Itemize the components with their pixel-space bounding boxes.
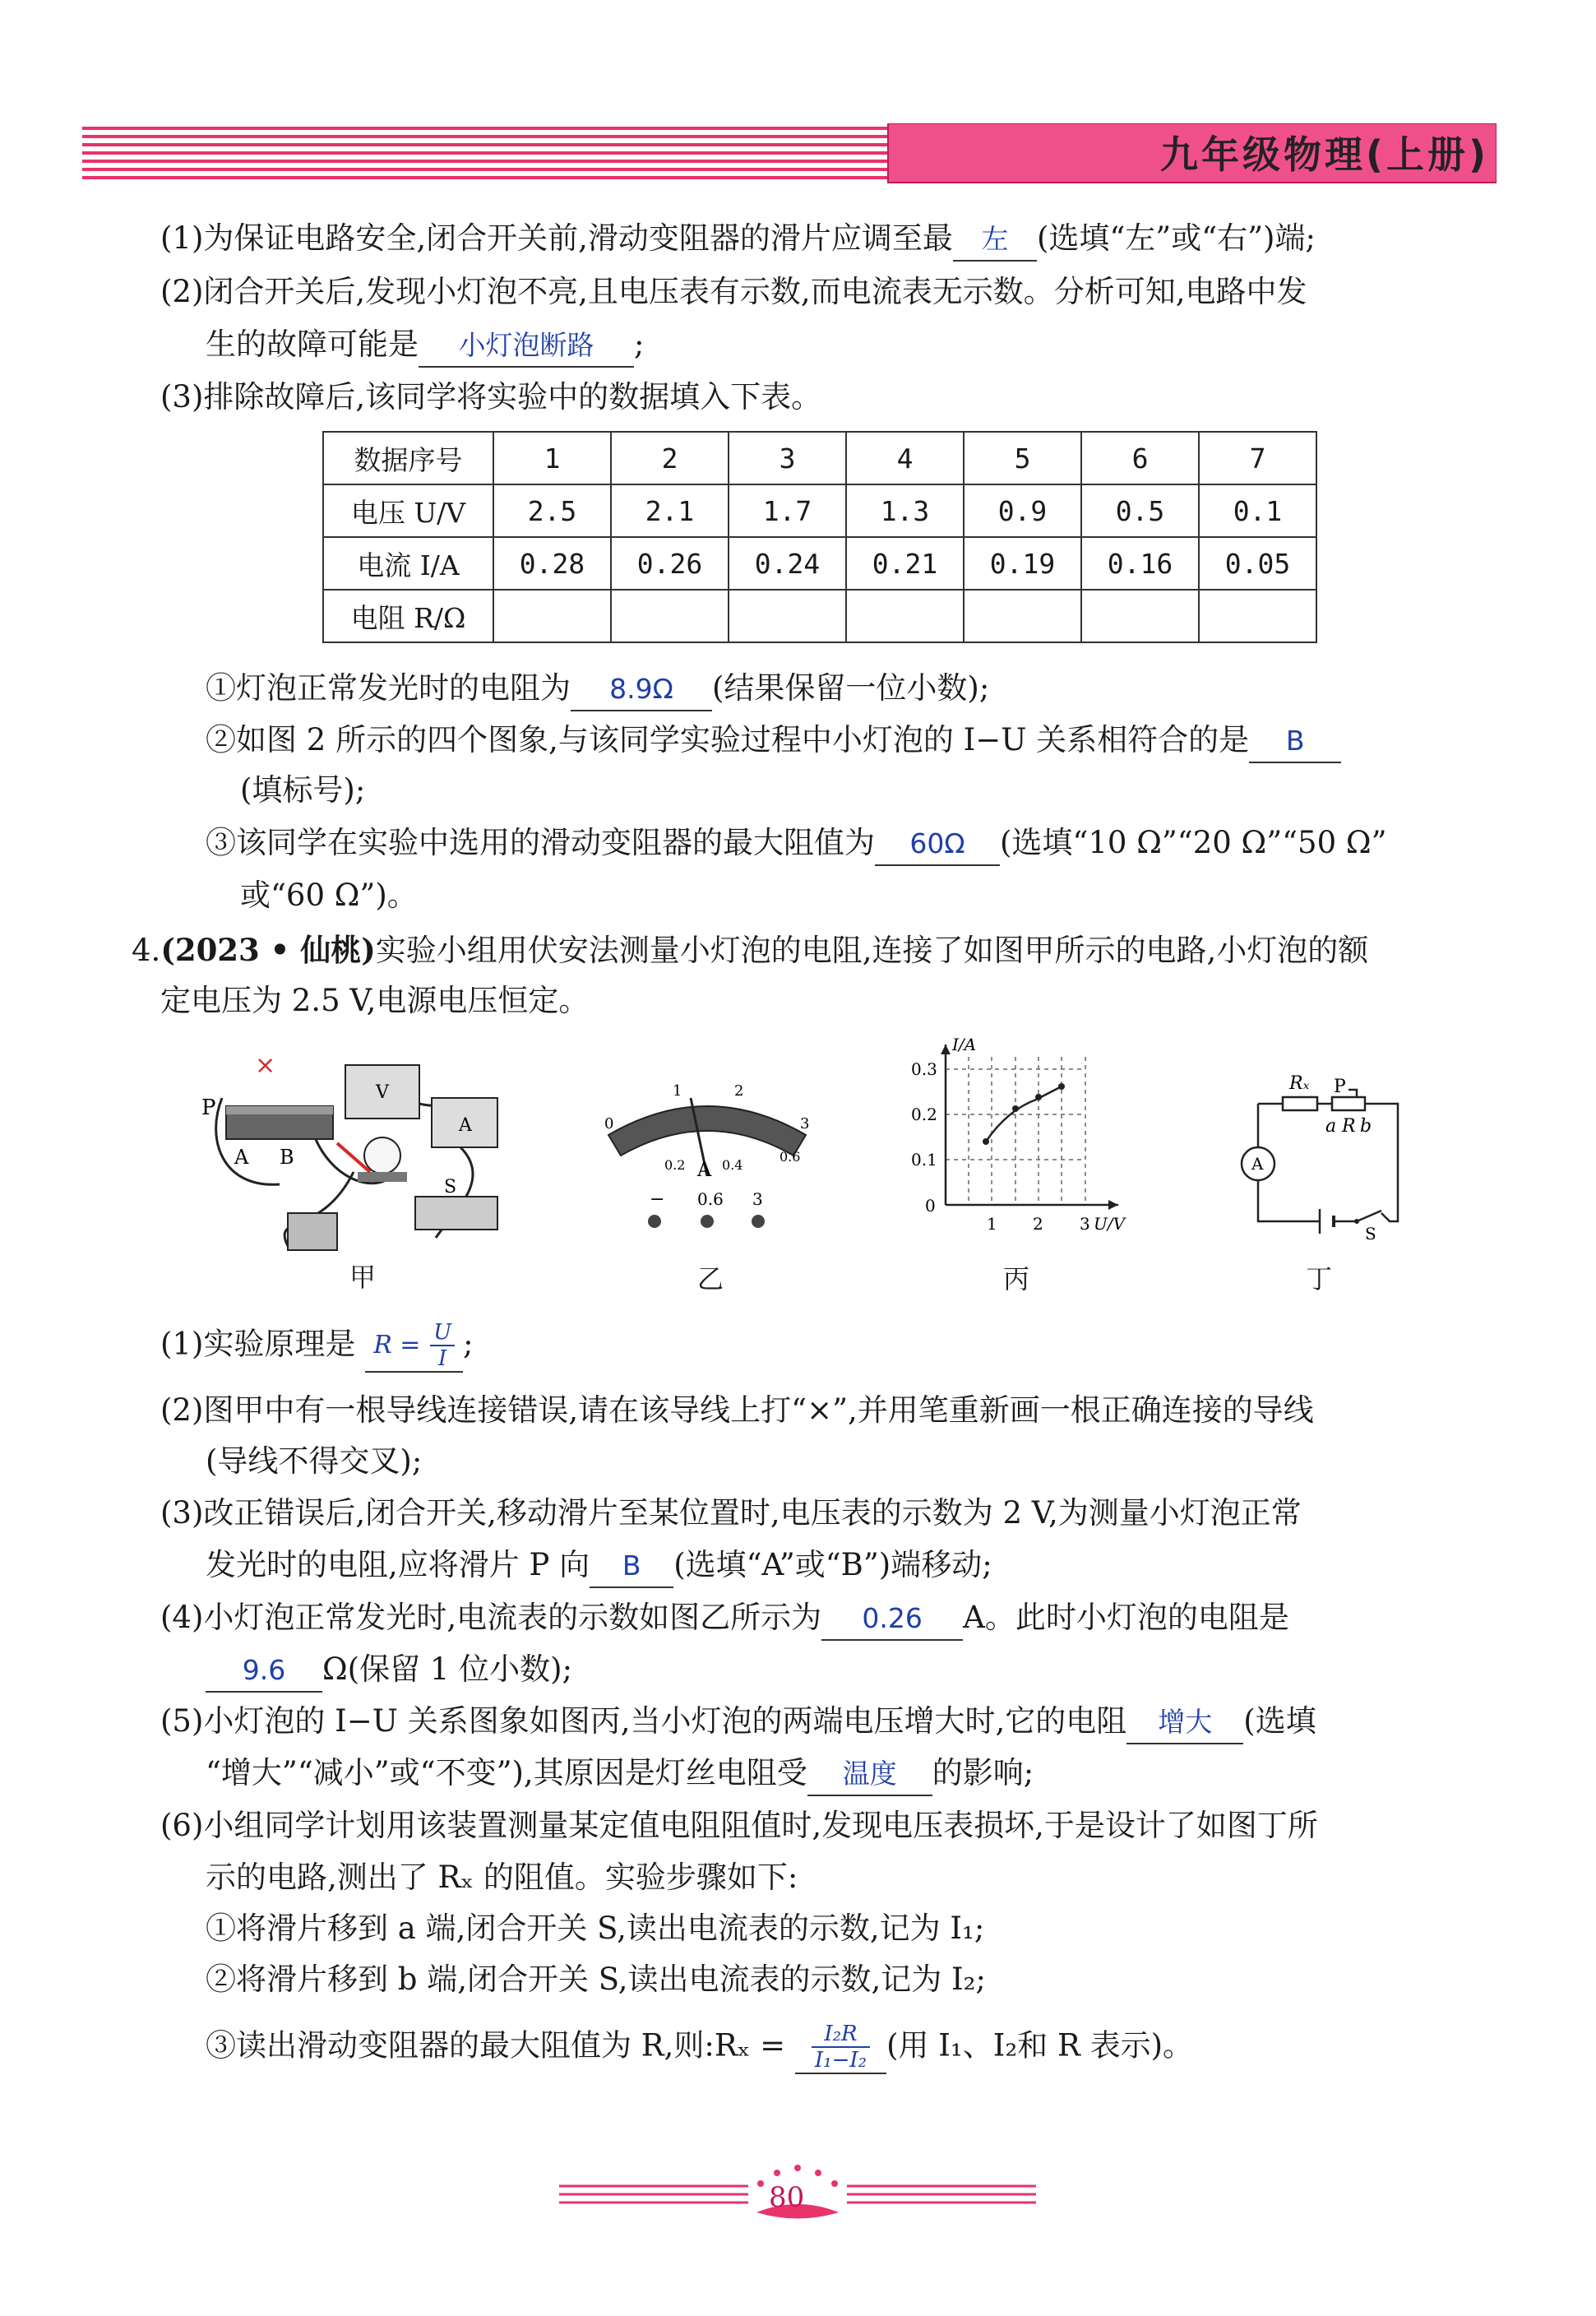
answer-blank: 0.26 — [821, 1598, 963, 1641]
answer-blank: 左 — [953, 219, 1037, 262]
label-s: S — [444, 1177, 457, 1197]
fraction: $\frac{U}{I}$ — [430, 1320, 455, 1371]
q4-part2-line2: (导线不得交叉); — [206, 1443, 423, 1479]
q3-sub2-line1: ②如图 2 所示的四个图象,与该同学实验过程中小灯泡的 I−U 关系相符合的是 B — [206, 720, 1341, 763]
table-cell: 1.3 — [846, 484, 964, 537]
q4-part3-line1: (3)改正错误后,闭合开关,移动滑片至某位置时,电压表的示数为 2 V,为测量小灯泡正常 — [160, 1495, 1302, 1531]
figure-jia-circuit — [189, 1049, 551, 1254]
q3-sub3-line2: 或“60 Ω”)。 — [240, 878, 418, 913]
figure-ding-circuit — [1225, 1069, 1414, 1246]
table-cell: 0.26 — [611, 537, 729, 590]
table-cell: 2.5 — [493, 484, 611, 537]
label-rx: Rₓ — [1289, 1073, 1310, 1094]
caption-yi: 乙 — [697, 1263, 724, 1295]
table-row — [323, 484, 1316, 537]
table-cell: 电压 U/V — [323, 484, 493, 537]
q3-part1: (1)为保证电路安全,闭合开关前,滑动变阻器的滑片应调至最 左 (选填“左”或“右”)端; — [160, 218, 1316, 262]
table-cell — [846, 590, 964, 642]
table-cell: 0.5 — [1081, 484, 1199, 537]
q3-part3: (3)排除故障后,该同学将实验中的数据填入下表。 — [160, 379, 822, 415]
ammeter-label: A — [1251, 1154, 1264, 1174]
q3-sub1: ①灯泡正常发光时的电阻为 8.9Ω (结果保留一位小数); — [206, 668, 989, 711]
table-cell: 5 — [964, 432, 1081, 484]
y-tick: 0.2 — [911, 1105, 937, 1124]
table-cell: 0.21 — [846, 537, 964, 590]
table-cell: 0.24 — [729, 537, 846, 590]
page-number: 80 — [769, 2181, 805, 2214]
q4-step2: ②将滑片移到 b 端,闭合开关 S,读出电流表的示数,记为 I₂; — [206, 1962, 986, 1997]
table-cell: 0.05 — [1199, 537, 1316, 590]
scale-sub: 0.6 — [779, 1149, 801, 1165]
answer-blank: B — [590, 1545, 673, 1588]
scale-sub: 0.4 — [722, 1157, 743, 1173]
label-b: B — [280, 1146, 294, 1169]
x-axis-label: U/V — [1094, 1214, 1126, 1234]
label-r: R — [1342, 1116, 1356, 1137]
q4-part2-line1: (2)图甲中有一根导线连接错误,请在该导线上打“×”,并用笔重新画一根正确连接的导线 — [160, 1392, 1314, 1428]
answer-blank: 60Ω — [875, 823, 1000, 866]
table-cell: 0.28 — [493, 537, 611, 590]
q4-part1: (1)实验原理是 R = $\frac{U}{I}$ ; — [160, 1320, 474, 1371]
cross-mark: × — [255, 1051, 276, 1080]
table-cell — [729, 590, 846, 642]
header-title: 九年级物理(上册) — [1159, 132, 1489, 177]
figure-yi-ammeter — [600, 1053, 814, 1230]
table-cell: 数据序号 — [323, 432, 493, 484]
q3-part2-line2: 生的故障可能是 小灯泡断路 ; — [206, 324, 644, 368]
terminal-label: − — [650, 1189, 665, 1210]
scale-tick: 1 — [673, 1082, 682, 1100]
q4-source: (2023 • 仙桃) — [160, 932, 376, 968]
label-a: A — [234, 1146, 249, 1169]
answer-blank — [795, 2022, 886, 2074]
answer-blank: 温度 — [807, 1753, 932, 1796]
table-cell — [1199, 590, 1316, 642]
x-tick: 3 — [1080, 1214, 1090, 1234]
q3-part2-line1: (2)闭合开关后,发现小灯泡不亮,且电压表有示数,而电流表无示数。分析可知,电路中发 — [160, 274, 1307, 309]
table-cell — [1081, 590, 1199, 642]
table-cell: 0.19 — [964, 537, 1081, 590]
terminal-label: 0.6 — [697, 1189, 724, 1209]
table-cell: 6 — [1081, 432, 1199, 484]
scale-tick: 2 — [734, 1082, 744, 1100]
x-tick: 1 — [987, 1214, 997, 1234]
table-cell: 2 — [611, 432, 729, 484]
answer-blank: 8.9Ω — [571, 669, 712, 711]
table-row — [323, 537, 1316, 590]
answer-blank: B — [1249, 720, 1341, 763]
fraction: $\frac{\text{I₂R}}{\text{I₁−I₂}}$ — [812, 2022, 870, 2073]
label-p: P — [1334, 1077, 1346, 1097]
scale-tick: 3 — [800, 1115, 810, 1133]
table-cell: 0.16 — [1081, 537, 1199, 590]
table-cell: 4 — [846, 432, 964, 484]
q4-part5-line1: (5)小灯泡的 I−U 关系图象如图丙,当小灯泡的两端电压增大时,它的电阻 增大 (选填 — [160, 1701, 1316, 1744]
q4-step1: ①将滑片移到 a 端,闭合开关 S,读出电流表的示数,记为 I₁; — [206, 1911, 985, 1946]
q3-sub2-line2: (填标号); — [240, 772, 366, 808]
table-cell: 1 — [493, 432, 611, 484]
y-tick: 0.1 — [911, 1150, 937, 1170]
label-a-end: a — [1325, 1116, 1337, 1137]
table-cell: 2.1 — [611, 484, 729, 537]
figure-bing-graph — [896, 1032, 1151, 1242]
table-cell — [611, 590, 729, 642]
x-tick: 2 — [1033, 1214, 1043, 1234]
table-cell: 电流 I/A — [323, 537, 493, 590]
table-cell — [493, 590, 611, 642]
table-cell: 0.1 — [1199, 484, 1316, 537]
data-table — [322, 431, 1317, 643]
q4-line1: 4.(2023 • 仙桃)实验小组用伏安法测量小灯泡的电阻,连接了如图甲所示的电路,小灯泡的额 — [132, 932, 1369, 968]
table-cell — [964, 590, 1081, 642]
origin-label: 0 — [925, 1196, 936, 1216]
q4-part5-line2: “增大”“减小”或“不变”),其原因是灯丝电阻受 温度 的影响; — [206, 1753, 1034, 1796]
label-meter-a: A — [459, 1115, 472, 1136]
q3-sub3-line1: ③该同学在实验中选用的滑动变阻器的最大阻值为 60Ω (选填“10 Ω”“20 Ω”“50 Ω” — [206, 822, 1387, 866]
q4-part6-line2: 示的电路,测出了 Rₓ 的阻值。实验步骤如下: — [206, 1860, 798, 1895]
answer-blank: 9.6 — [206, 1650, 322, 1693]
answer-blank: 小灯泡断路 — [419, 325, 634, 368]
answer-blank: R = $\frac{U}{I}$ — [365, 1320, 463, 1373]
y-axis-label: I/A — [952, 1035, 977, 1054]
label-v: V — [376, 1082, 389, 1103]
table-cell: 0.9 — [964, 484, 1081, 537]
meter-letter: A — [697, 1158, 712, 1181]
q4-part4-line2: 9.6 Ω(保留 1 位小数); — [206, 1649, 572, 1693]
table-cell: 1.7 — [729, 484, 846, 537]
q4-part3-line2: 发光时的电阻,应将滑片 P 向 B (选填“A”或“B”)端移动; — [206, 1545, 992, 1588]
caption-jia: 甲 — [349, 1262, 377, 1293]
q4-step3: ③读出滑动变阻器的最大阻值为 R,则:Rₓ = $\frac{\text{I₂R}}{\text{I₁−I₂}}$ (用 I₁、I₂和 R 表示)。 — [206, 2022, 1194, 2073]
table-cell: 7 — [1199, 432, 1316, 484]
scale-sub: 0.2 — [664, 1157, 686, 1173]
table-cell: 电阻 R/Ω — [323, 590, 493, 642]
q4-line2: 定电压为 2.5 V,电源电压恒定。 — [160, 983, 590, 1018]
caption-ding: 丁 — [1306, 1263, 1333, 1295]
label-p: P — [201, 1095, 216, 1120]
answer-blank: 增大 — [1126, 1702, 1243, 1744]
table-cell: 3 — [729, 432, 846, 484]
table-row — [323, 590, 1316, 642]
y-tick: 0.3 — [911, 1059, 937, 1079]
scale-tick: 0 — [604, 1115, 614, 1133]
label-b-end: b — [1360, 1116, 1372, 1137]
caption-bing: 丙 — [1003, 1263, 1030, 1295]
q4-part4-line1: (4)小灯泡正常发光时,电流表的示数如图乙所示为 0.26 A。此时小灯泡的电阻是 — [160, 1597, 1289, 1641]
q4-part6-line1: (6)小组同学计划用该装置测量某定值电阻阻值时,发现电压表损坏,于是设计了如图丁所 — [160, 1808, 1318, 1843]
terminal-label: 3 — [752, 1189, 763, 1209]
switch-label: S — [1365, 1224, 1376, 1244]
table-row — [323, 432, 1316, 484]
